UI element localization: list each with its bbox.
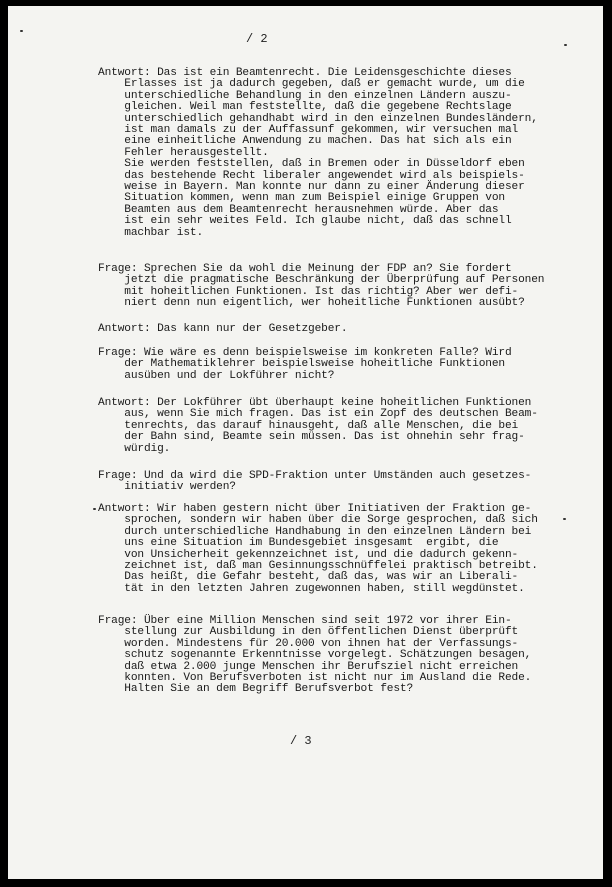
text-line: Frage: Über eine Million Menschen sind seit 1972 vor ihrer Ein- <box>98 615 512 627</box>
text-line: von Unsicherheit gekennzeichnet ist, und die dadurch gekenn- <box>98 548 519 561</box>
question-lines <box>98 616 568 696</box>
text-line: Frage: Wie wäre es denn beispielsweise im konkreten Falle? Wird <box>98 347 512 359</box>
text-line: uns eine Situation im Bundesgebiet insgesamt ergibt, die <box>98 537 499 550</box>
text-line: worden. Mindestens für 20.000 von ihnen hat der Verfassungs- <box>98 637 519 650</box>
text-line: Antwort: Der Lokführer übt überhaupt keine hoheitlichen Funktionen <box>98 397 532 409</box>
text-line: tenrechts, das darauf hinausgeht, daß alle Menschen, die bei <box>98 419 519 432</box>
text-line: machbar ist. <box>98 226 204 239</box>
text-line: würdig. <box>98 442 171 455</box>
scan-speck <box>563 518 566 520</box>
text-line: konnten. Von Berufsverboten ist nicht nur im Ausland die Rede. <box>98 672 532 685</box>
question-block <box>98 616 568 696</box>
text-line: ist man damals zu der Auffassunf gekommen, wir versuchen mal <box>98 124 519 137</box>
answer-lines <box>98 68 568 239</box>
text-line: ausüben und der Lokführer nicht? <box>98 369 335 382</box>
text-line: zeichnet ist, daß man Gesinnungsschnüffelei praktisch betreibt. <box>98 560 538 573</box>
page-number-bottom: / 3 <box>290 734 312 748</box>
scan-speck <box>93 508 96 510</box>
text-line: Frage: Und da wird die SPD-Fraktion unter Umständen auch gesetzes- <box>98 470 532 482</box>
text-line: Das heißt, die Gefahr besteht, daß das, was wir an Liberali- <box>98 571 519 584</box>
text-line: daß etwa 2.000 junge Menschen ihr Berufsziel nicht erreichen <box>98 660 519 673</box>
text-line: ist ein sehr weites Feld. Ich glaube nicht, daß das schnell <box>98 215 512 228</box>
text-line: jetzt die pragmatische Beschränkung der Überprüfung auf Personen <box>98 274 545 287</box>
text-line: Antwort: Wir haben gestern nicht über Initiativen der Fraktion ge- <box>98 503 532 515</box>
question-block <box>98 264 568 310</box>
scan-speck <box>20 30 23 32</box>
text-line: unterschiedlich gehandhabt wird in den einzelnen Bundesländern, <box>98 112 538 125</box>
document-page <box>8 6 603 879</box>
text-line: der Bahn sind, Beamte sein müssen. Das ist ohnehin sehr frag- <box>98 431 525 444</box>
answer-block <box>98 504 568 595</box>
text-line: stellung zur Ausbildung in den öffentlichen Dienst überprüft <box>98 626 519 639</box>
text-line: durch unterschiedliche Handhabung in den einzelnen Ländern bei <box>98 525 532 538</box>
text-line: weise in Bayern. Man konnte nur dann zu einer Änderung dieser <box>98 181 525 194</box>
text-line: Beamten aus dem Beamtenrecht herausnehmen würde. Aber das <box>98 203 499 216</box>
text-line: eine einheitliche Anwendung zu machen. Das hat sich als ein <box>98 135 512 148</box>
text-line: niert denn nun eigentlich, wer hoheitliche Funktionen ausübt? <box>98 297 525 310</box>
answer-block <box>98 398 568 455</box>
answer-lines <box>98 398 568 455</box>
text-line: mit hoheitlichen Funktionen. Ist das richtig? Aber wer defi- <box>98 285 519 298</box>
text-line: tät in den letzten Jahren zugewonnen haben, still wegdünstet. <box>98 582 525 595</box>
text-line: initiativ werden? <box>98 481 236 494</box>
text-line: Antwort: Das ist ein Beamtenrecht. Die Leidensgeschichte dieses <box>98 67 512 79</box>
text-line: Frage: Sprechen Sie da wohl die Meinung der FDP an? Sie fordert <box>98 263 512 275</box>
scan-speck <box>564 44 567 46</box>
text-line: Halten Sie an dem Begriff Berufsverbot fest? <box>98 683 414 696</box>
question-block <box>98 348 568 382</box>
text-line: Sie werden feststellen, daß in Bremen oder in Düsseldorf eben <box>98 158 525 171</box>
text-line: Fehler herausgestellt. <box>98 146 269 159</box>
text-line: schutz sogenannte Erkenntnisse vorgelegt. Schätzungen besagen, <box>98 649 532 662</box>
question-lines <box>98 471 568 494</box>
text-line: aus, wenn Sie mich fragen. Das ist ein Zopf des deutschen Beam- <box>98 408 538 421</box>
page-number-top: / 2 <box>246 32 268 46</box>
question-lines <box>98 348 568 382</box>
text-line: gleichen. Weil man feststellte, daß die gegebene Rechtslage <box>98 101 512 114</box>
answer-lines <box>98 324 568 335</box>
text-line: Antwort: Das kann nur der Gesetzgeber. <box>98 323 348 335</box>
question-block <box>98 471 568 494</box>
text-line: Situation kommen, wenn man zum Beispiel einige Gruppen von <box>98 192 505 205</box>
text-line: das bestehende Recht liberaler angewendet wird als beispiels- <box>98 169 525 182</box>
answer-block <box>98 68 568 239</box>
answer-lines <box>98 504 568 595</box>
question-lines <box>98 264 568 310</box>
text-line: Erlasses ist ja dadurch gegeben, daß er gemacht wurde, um die <box>98 78 525 91</box>
answer-block <box>98 324 568 335</box>
text-line: sprochen, sondern wir haben über die Sorge gesprochen, daß sich <box>98 514 538 527</box>
text-line: unterschiedliche Behandlung in den einzelnen Ländern auszu- <box>98 89 512 102</box>
text-line: der Mathematiklehrer beispielsweise hoheitliche Funktionen <box>98 358 505 371</box>
